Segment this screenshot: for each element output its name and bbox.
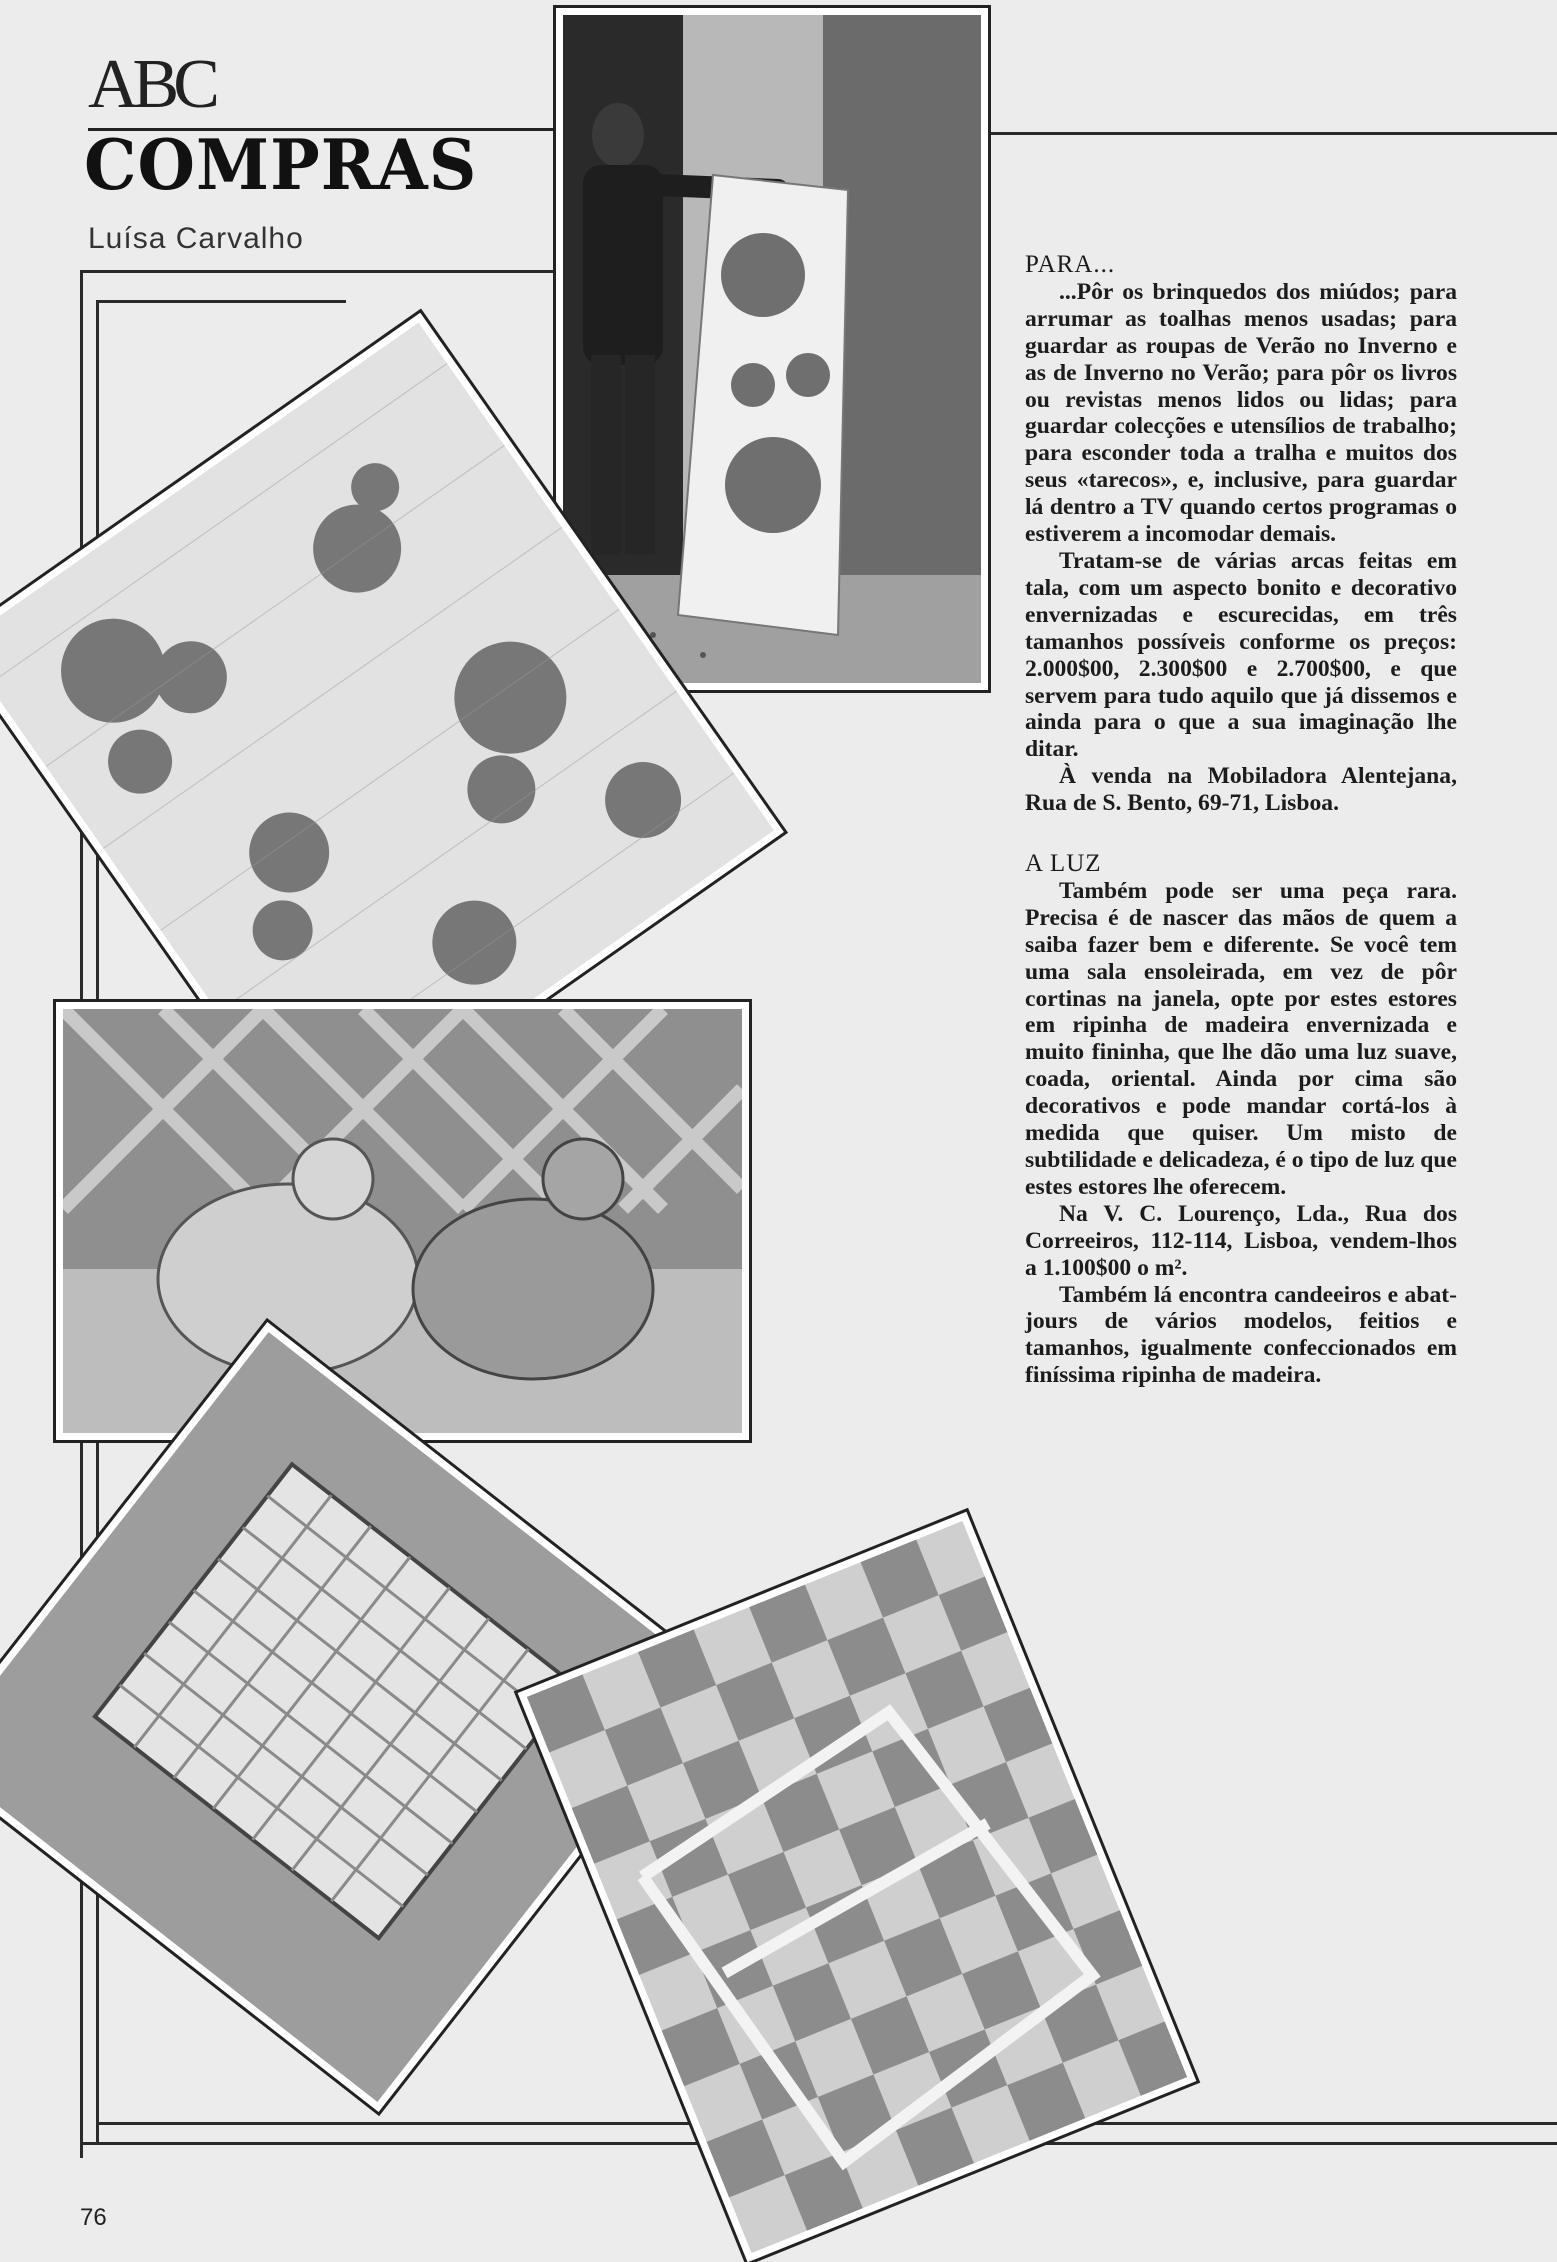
para-1-p2: Tratam-se de várias arcas feitas em tala, com um aspecto bonito e decorativo envernizadas e escurecidas, em três tamanhos possíveis conforme os preços: 2.000$00, 2.300$00 e 2.700$00, e que servem para tudo aquilo que já dissemos e ainda para o que a sua imaginação lhe ditar.	[1025, 547, 1457, 763]
para-2-p1: Também pode ser uma peça rara. Precisa é de nascer das mãos de quem a saiba fazer bem e diferente. Se você tem uma sala ensoleirada, em vez de pôr cortinas na janela, opte por estes estores em ripinha de madeira envernizada e muito fininha, que lhe dão uma luz suave, coada, oriental. Ainda por cima são decorativos e pode mandar cortá-los à medida que quiser. Um misto de subtilidade e delicadeza, é o tipo de luz que estes estores lhe oferecem.	[1025, 877, 1457, 1200]
photo-wicker-hens-image	[63, 1009, 742, 1433]
para-1-p1: ...Pôr os brinquedos dos miúdos; para arrumar as toalhas menos usadas; para guardar as roupas de Verão no Inverno e as de Inverno no Verão; para pôr os livros ou revistas menos lidos ou lidas; para guardar colecções e utensílios de trabalho; para esconder toda a tralha e muitos dos seus «tarecos», e, inclusive, para guardar lá dentro a TV quando certos programas o estiverem a incomodar demais.	[1025, 278, 1457, 548]
section-title: COMPRAS	[84, 124, 478, 206]
para-2-p2: Na V. C. Lourenço, Lda., Rua dos Correeiros, 112-114, Lisboa, vendem-lhos a 1.100$00 o m².	[1025, 1200, 1457, 1281]
photo-man-with-mat-image	[563, 15, 981, 683]
frame-outer-top	[80, 270, 555, 273]
brand-logo: ABC	[88, 46, 214, 123]
para-2-p3: Também lá encontra candeeiros e abat-jours de vários modelos, feitios e tamanhos, igualmente confeccionados em finíssima ripinha de madeira.	[1025, 1281, 1457, 1389]
para-1-p3: À venda na Mobiladora Alentejana, Rua de S. Bento, 69-71, Lisboa.	[1025, 763, 1457, 817]
photo-wicker-hens	[56, 1002, 749, 1440]
author-byline: Luísa Carvalho	[88, 222, 304, 255]
top-rule	[975, 132, 1557, 135]
page-number: 76	[80, 2204, 107, 2231]
photo-man-with-mat	[556, 8, 988, 690]
frame-inner-top	[96, 300, 346, 303]
article-column	[1025, 252, 1457, 1389]
heading-para: PARA...	[1025, 251, 1116, 278]
heading-a-luz: A LUZ	[1025, 850, 1102, 878]
